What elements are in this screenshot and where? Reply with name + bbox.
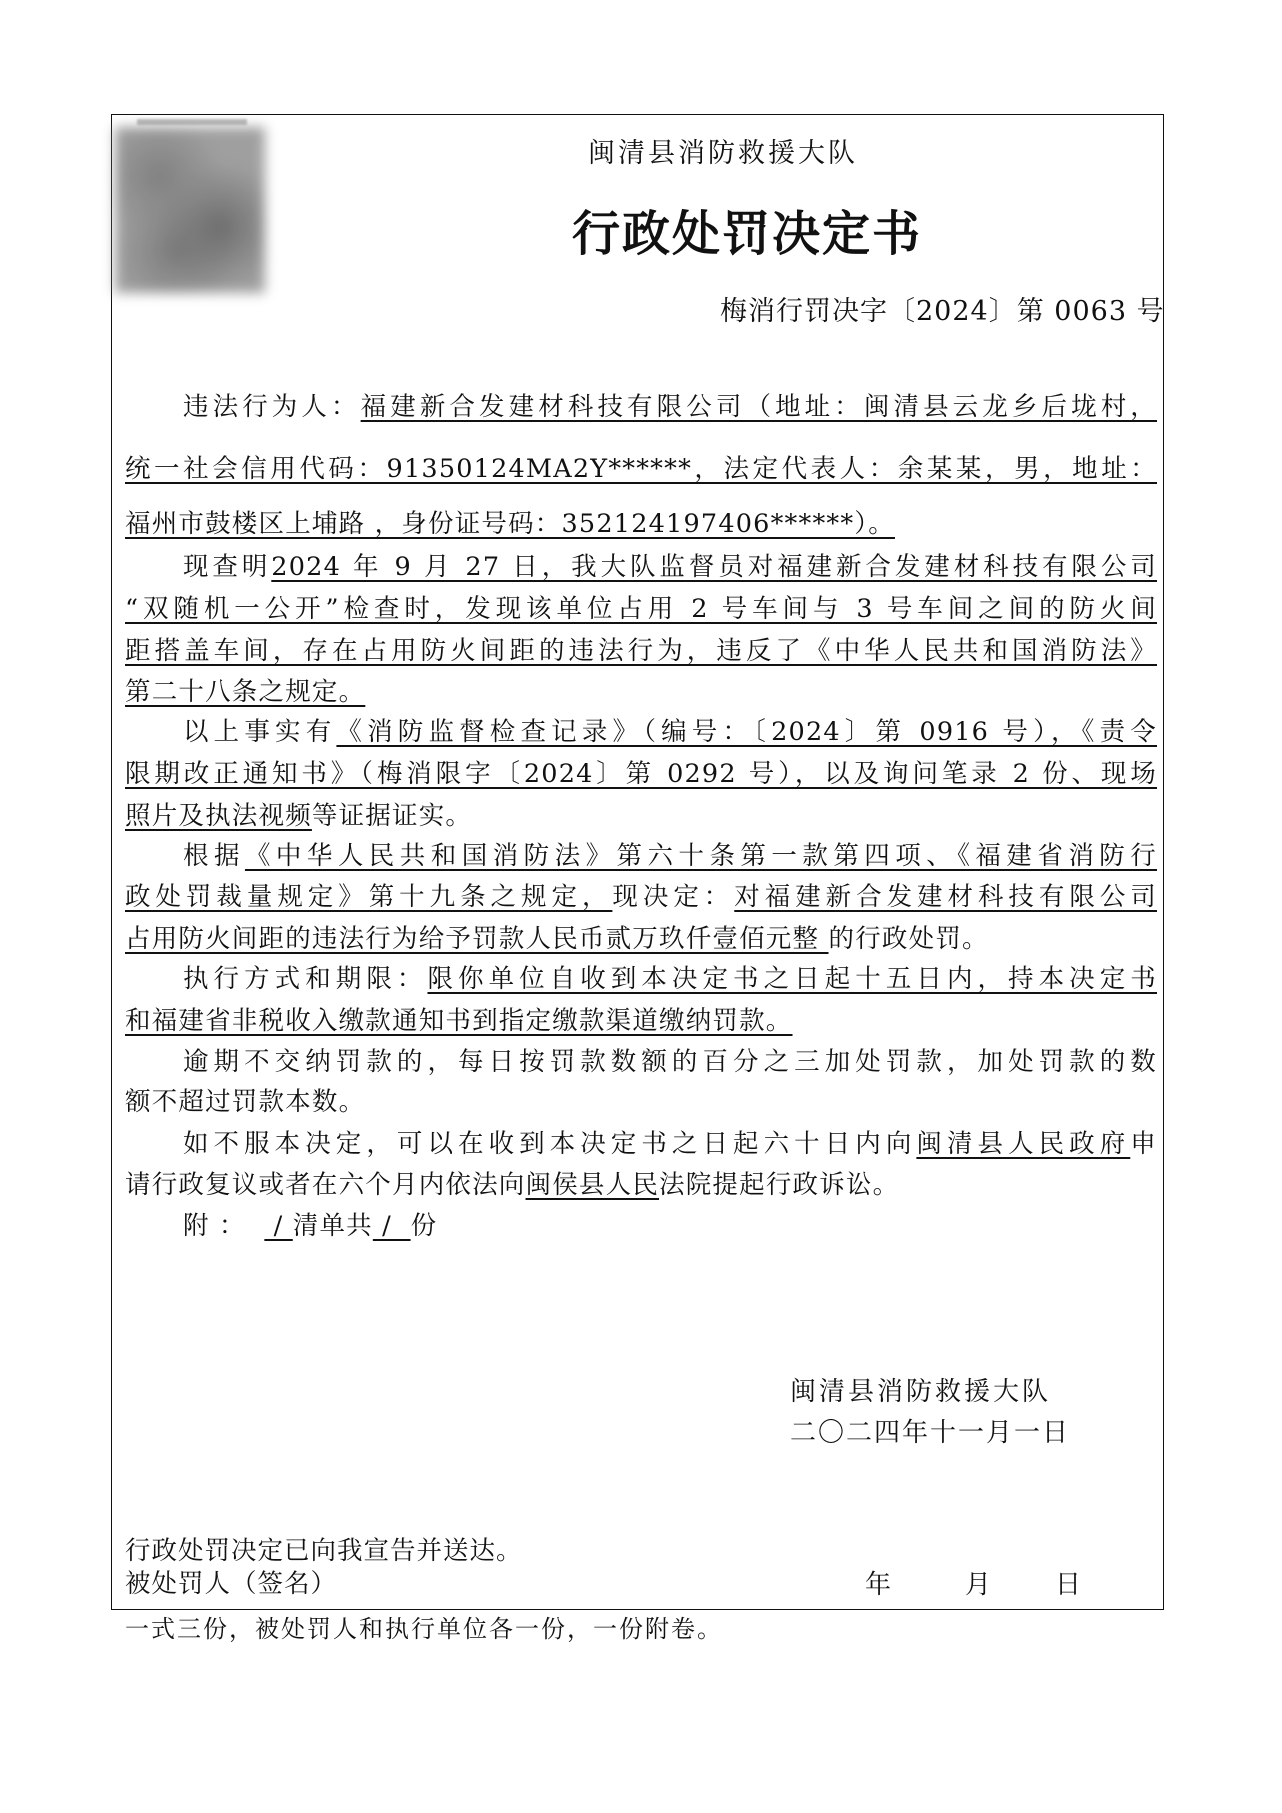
copies-note: 一式三份，被处罚人和执行单位各一份，一份附卷。: [125, 1615, 723, 1643]
inspection-date: 2024 年 9 月 27 日，我大队监督员对福建新合发建材科技有限公司: [271, 552, 1157, 582]
attachment-type-blank: /: [264, 1211, 293, 1241]
label-facts: 以上事实有: [183, 717, 337, 747]
litigation-text-cont: 法院提起行政诉讼。: [659, 1170, 900, 1200]
p4-line-2: [125, 882, 1157, 912]
ack-day: 日: [1055, 1570, 1082, 1600]
appeal-text-cont: 申: [1130, 1129, 1157, 1159]
p2-line-1: [125, 552, 1157, 582]
p6-line-2: 额不超过罚款本数。: [125, 1087, 366, 1117]
p2-line-4: [125, 677, 366, 707]
penalty-suffix: 的行政处罚。: [828, 924, 989, 954]
ack-year: 年: [865, 1570, 892, 1600]
litigation-text: 请行政复议或者在六个月内依法向: [125, 1170, 526, 1200]
attachment-count-blank: /: [372, 1211, 411, 1241]
p3-line-1: [125, 717, 1157, 747]
attachment-suffix: 份: [410, 1211, 438, 1241]
label-offender: 违法行为人：: [183, 392, 361, 422]
p1-line-2: 统一社会信用代码：91350124MA2Y******，法定代表人：余某某，男，地址：: [125, 454, 1157, 484]
p3-line-2: 限期改正通知书》（梅消限字〔2024〕第 0292 号），以及询问笔录 2 份、现场: [125, 759, 1157, 789]
violated-article: 第二十八条之规定。: [125, 677, 366, 707]
p1-line-3: [125, 509, 895, 539]
p4-line-1: [125, 841, 1157, 871]
acknowledgement-statement: 行政处罚决定已向我宣告并送达。: [125, 1536, 523, 1566]
evidence-media: 照片及执法视频: [125, 801, 312, 831]
appeal-text: 如不服本决定，可以在收到本决定书之日起六十日内向: [183, 1129, 917, 1159]
issuing-organization: 闽清县消防救援大队: [588, 138, 858, 169]
signature-date: 二〇二四年十一月一日: [790, 1418, 1071, 1448]
p2-line-2: “双随机一公开”检查时，发现该单位占用 2 号车间与 3 号车间之间的防火间: [125, 594, 1157, 624]
review-authority: 闽清县人民政府: [916, 1129, 1131, 1159]
offender-name: 福建新合发建材科技有限公司（地址：闽清县云龙乡后垅村，: [360, 392, 1158, 422]
litigation-court: 闽侯县人民: [525, 1170, 660, 1200]
label-basis: 根据: [183, 841, 245, 871]
p1-line-1: [125, 392, 1158, 422]
offender-address: 福州市鼓楼区上埔路 ，身份证号码：352124197406******）。: [125, 509, 895, 539]
attachment-label: 附 ：: [183, 1211, 246, 1241]
p6-line-1: 逾期不交纳罚款的，每日按罚款数额的百分之三加处罚款，加处罚款的数: [183, 1047, 1157, 1077]
signer-label: 被处罚人（签名）: [125, 1569, 338, 1599]
execution-terms: 限你单位自收到本决定书之日起十五日内，持本决定书: [427, 964, 1157, 994]
penalty-amount: 占用防火间距的违法行为给予罚款人民币贰万玖仟壹佰元整: [125, 924, 829, 954]
execution-terms-cont: 和福建省非税收入缴款通知书到指定缴款渠道缴纳罚款。: [125, 1006, 793, 1036]
ack-month: 月: [965, 1570, 992, 1600]
p3-line-3: [125, 801, 473, 831]
attachment-line: [183, 1211, 438, 1241]
label-decision: 现决定：: [612, 882, 735, 912]
legal-basis: 《中华人民共和国消防法》第六十条第一款第四项、《福建省消防行: [244, 841, 1157, 871]
signature-organization: 闽清县消防救援大队: [790, 1377, 1052, 1407]
p4-line-3: [125, 924, 989, 954]
decision-target: 对福建新合发建材科技有限公司: [734, 882, 1157, 912]
attachment-middle: 清单共: [292, 1211, 373, 1241]
p5-line-1: [125, 964, 1157, 994]
p2-line-3: 距搭盖车间，存在占用防火间距的违法行为，违反了《中华人民共和国消防法》: [125, 636, 1157, 666]
legal-basis-cont: 政处罚裁量规定》第十九条之规定，: [125, 882, 613, 912]
label-execution: 执行方式和期限：: [183, 964, 428, 994]
obscured-caption: [137, 119, 247, 125]
document-title: 行政处罚决定书: [572, 206, 923, 262]
label-found: 现查明: [183, 552, 272, 582]
p7-line-2: [125, 1170, 900, 1200]
blurred-qr-code: [115, 127, 265, 293]
document-number: 梅消行罚决字〔2024〕第 0063 号: [720, 296, 1165, 327]
p5-line-2: [125, 1006, 793, 1036]
evidence-record: 《消防监督检查记录》（编号：〔2024〕第 0916 号），《责令: [336, 717, 1157, 747]
evidence-suffix: 等证据证实。: [311, 801, 473, 831]
p7-line-1: [125, 1129, 1157, 1159]
